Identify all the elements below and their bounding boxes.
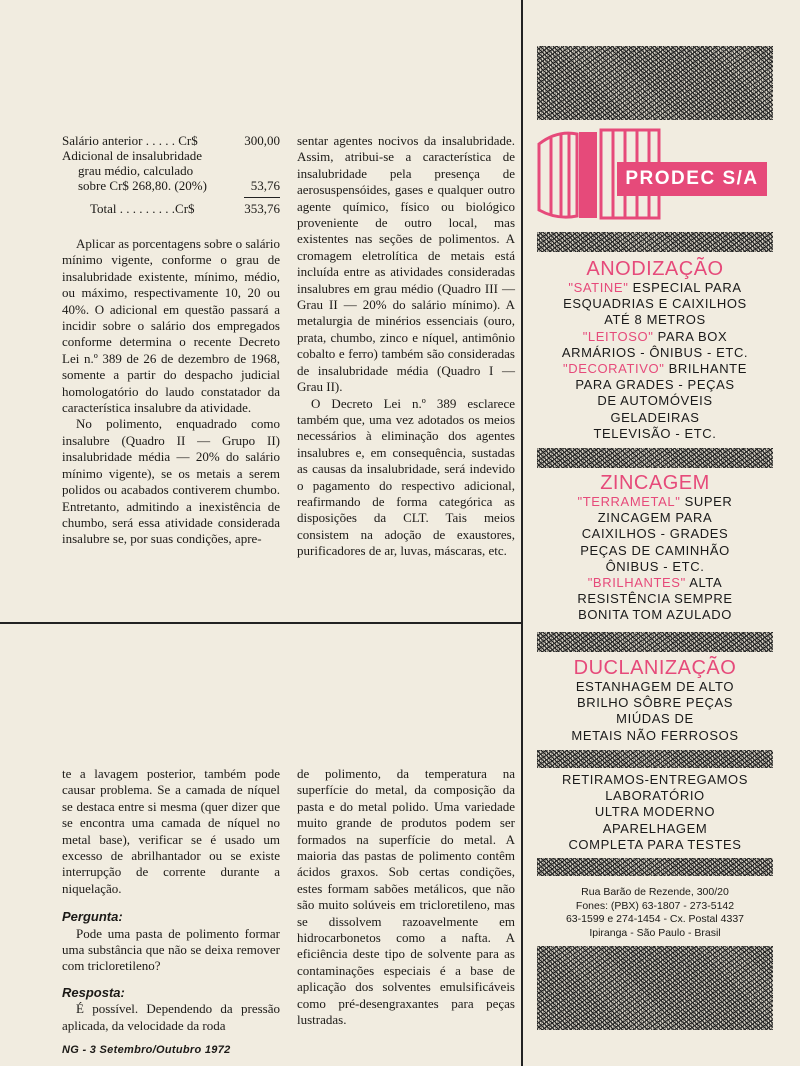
ad-line: PARA GRADES - PEÇAS [575, 377, 735, 393]
prodec-logo [537, 124, 773, 224]
ad-line: BRILHO SÔBRE PEÇAS [576, 695, 733, 711]
ad-line: RETIRAMOS-ENTREGAMOS [561, 772, 749, 787]
answer-text: É possível. Dependendo da pressão aplicada, da velocidade da roda [62, 1001, 280, 1033]
product-name: "DECORATIVO" [563, 361, 665, 377]
section-rule-horizontal [0, 622, 522, 624]
product-name: "SATINE" [568, 280, 629, 295]
ad-line: ARMÁRIOS - ÔNIBUS - ETC. [561, 344, 749, 360]
article-column-3 [62, 766, 280, 1034]
question-text: Pode uma pasta de polimento formar uma substância que não se deixa remover com tricloretileno? [62, 925, 280, 974]
brand-name: PRODEC S/A [625, 168, 759, 189]
ad-line: DE AUTOMÓVEIS [597, 393, 713, 409]
ad-line: GELADEIRAS [610, 409, 700, 425]
ad-line: ÔNIBUS - ETC. [605, 558, 705, 574]
section-title: DUCLANIZAÇÃO [573, 657, 737, 679]
ad-line: LABORATÓRIO [605, 788, 705, 804]
paragraph: sentar agentes nocivos da insalubridade. Assim, atribui-se a característica de insalubridade pela presença de aerosuspensóides, gases e qualquer outro agente químico, físico ou biológico proveniente de outro local, mas existentes nas seções de polimentos. A cromagem eletrolítica de metais está incluída entre as atividades consideradas insalubres em grau médio (Quadro III — Grau II — 20% do salário mínimo). A metalurgia de minérios essenciais (ouro, prata, chumbo, zinco e níquel, antimônio cobalto e ferro) também são consideradas de insalubridade média (Quadro I — Grau II). [297, 133, 515, 395]
ad-line: RESISTÊNCIA SEMPRE [577, 591, 733, 607]
halftone-band [537, 232, 773, 252]
address-line: Rua Barão de Rezende, 300/20 [581, 886, 729, 898]
ad-line: SUPER [680, 494, 733, 509]
ad-line: PARA BOX [653, 328, 728, 344]
additional-label: Adicional de insalubridade [62, 148, 203, 163]
phone-line: 63-1599 e 274-1454 - Cx. Postal 4337 [565, 913, 745, 925]
halftone-band [537, 46, 773, 120]
ad-line: ATÉ 8 METROS [604, 312, 706, 328]
ad-line: ALTA [685, 575, 723, 591]
section-title: ZINCAGEM [600, 472, 710, 494]
total-value: 353,76 [244, 201, 280, 216]
section-title: ANODIZAÇÃO [586, 258, 724, 280]
paragraph: te a lavagem posterior, também pode causar problema. Se a camada de níquel se destaca entre si mesma (quer dizer que se encontra uma camada de níquel no metal base), verificar se é usado um excesso de abrilhantador ou se existe interrupção de corrente durante a niquelação. [62, 766, 280, 896]
grade-label: grau médio, calculado [78, 163, 194, 178]
ad-line: ZINCAGEM PARA [597, 510, 713, 526]
paragraph: de polimento, da temperatura na superfície do metal, da composição da pasta e do metal polido. Uma variedade muito grande de produtos podem ser formados na superfície do metal. A maioria das pastas de polimento contêm ácidos graxos. Sob certas condições, estes formam sabões metálicos, que não são muito solúveis em tricloretileno, mas se dissolvem razoavelmente em hidrocarbonetos como a nafta. A eficiência deste tipo de solvente para as contaminações especiais é a base de aplicação dos solventes emulsificáveis como pré-desengraxantes para peças lustradas. [297, 766, 515, 1028]
additional-basis-label: sobre Cr$ 268,80. (20%) [78, 178, 207, 193]
ad-section-services [537, 772, 773, 853]
ad-line: ESQUADRIAS E CAIXILHOS [563, 296, 747, 312]
ad-line: APARELHAGEM [602, 820, 708, 836]
article-column-1 [62, 236, 280, 548]
total-label: Total . . . . . . . . .Cr$ [90, 201, 195, 216]
salary-previous-label: Salário anterior . . . . . Cr$ [62, 133, 198, 148]
ad-line: METAIS NÃO FERROSOS [571, 727, 739, 743]
ad-line: BRILHANTE [664, 361, 747, 377]
additional-value: 53,76 [250, 178, 280, 193]
salary-table [62, 133, 280, 216]
ad-section-duclanizacao [537, 657, 773, 744]
ad-line: CAIXILHOS - GRADES [581, 526, 729, 542]
ad-line: PEÇAS DE CAMINHÃO [580, 542, 730, 558]
paragraph: O Decreto Lei n.º 389 esclarece também que, uma vez adotados os meios necessários à eliminação dos agentes insalubres e, em consequência, sustadas as causas da insalubridade, será indevido o pagamento do respectivo adicional, reafirmando de forma categórica as disposições da CLT. Tais meios consistem na adoção de exaustores, purificadores de ar, luvas, máscaras, etc. [297, 395, 515, 559]
ad-section-zincagem [537, 472, 773, 624]
ad-line: TELEVISÃO - ETC. [593, 425, 717, 441]
question-label: Pergunta: [62, 909, 123, 925]
halftone-band [537, 750, 773, 768]
product-name: "LEITOSO" [582, 328, 654, 344]
article-column-2 [297, 133, 515, 560]
column-rule-vertical [521, 0, 523, 1066]
page-footer: NG - 3 Setembro/Outubro 1972 [62, 1044, 231, 1056]
halftone-band [537, 632, 773, 652]
ad-line: ESPECIAL PARA [628, 280, 742, 295]
salary-previous-value: 300,00 [244, 133, 280, 148]
halftone-band [537, 858, 773, 876]
ad-line: ULTRA MODERNO [594, 804, 716, 820]
halftone-band [537, 946, 773, 1030]
ad-line: BONITA TOM AZULADO [578, 607, 732, 623]
ad-line: MIÚDAS DE [616, 711, 694, 727]
address-line: Ipiranga - São Paulo - Brasil [589, 926, 721, 939]
product-name: "BRILHANTES" [587, 575, 686, 591]
product-name: "TERRAMETAL" [577, 494, 681, 509]
ad-section-anodizacao [537, 258, 773, 442]
halftone-band [537, 448, 773, 468]
answer-label: Resposta: [62, 984, 125, 1000]
phone-line: Fones: (PBX) 63-1807 - 273-5142 [575, 899, 735, 912]
ad-line: ESTANHAGEM DE ALTO [575, 679, 735, 694]
paragraph: No polimento, enquadrado como insalubre (Quadro II — Grupo II) insalubridade média — 20% do salário mínimo vigente), se os metais a serem polidos ou acabados contiverem chumbo. Entretanto, admitindo a inexistência de chumbo, será essa atividade considerada insalubre se, por suas condições, apre- [62, 416, 280, 547]
paragraph: Aplicar as porcentagens sobre o salário mínimo vigente, conforme o grau de insalubridade existente, mínimo, médio, ou máximo, respectivamente 10, 20 ou 40%. O adicional em questão passará a incidir sobre o salário dos empregados conforme determina o recente Decreto Lei n.º 389 de 26 de dezembro de 1968, somente a partir do despacho judicial homologatório do laudo constatador da característica insalubre da atividade. [62, 236, 280, 416]
article-column-4 [297, 766, 515, 1029]
ad-line: COMPLETA PARA TESTES [568, 836, 742, 852]
company-address [537, 886, 773, 940]
